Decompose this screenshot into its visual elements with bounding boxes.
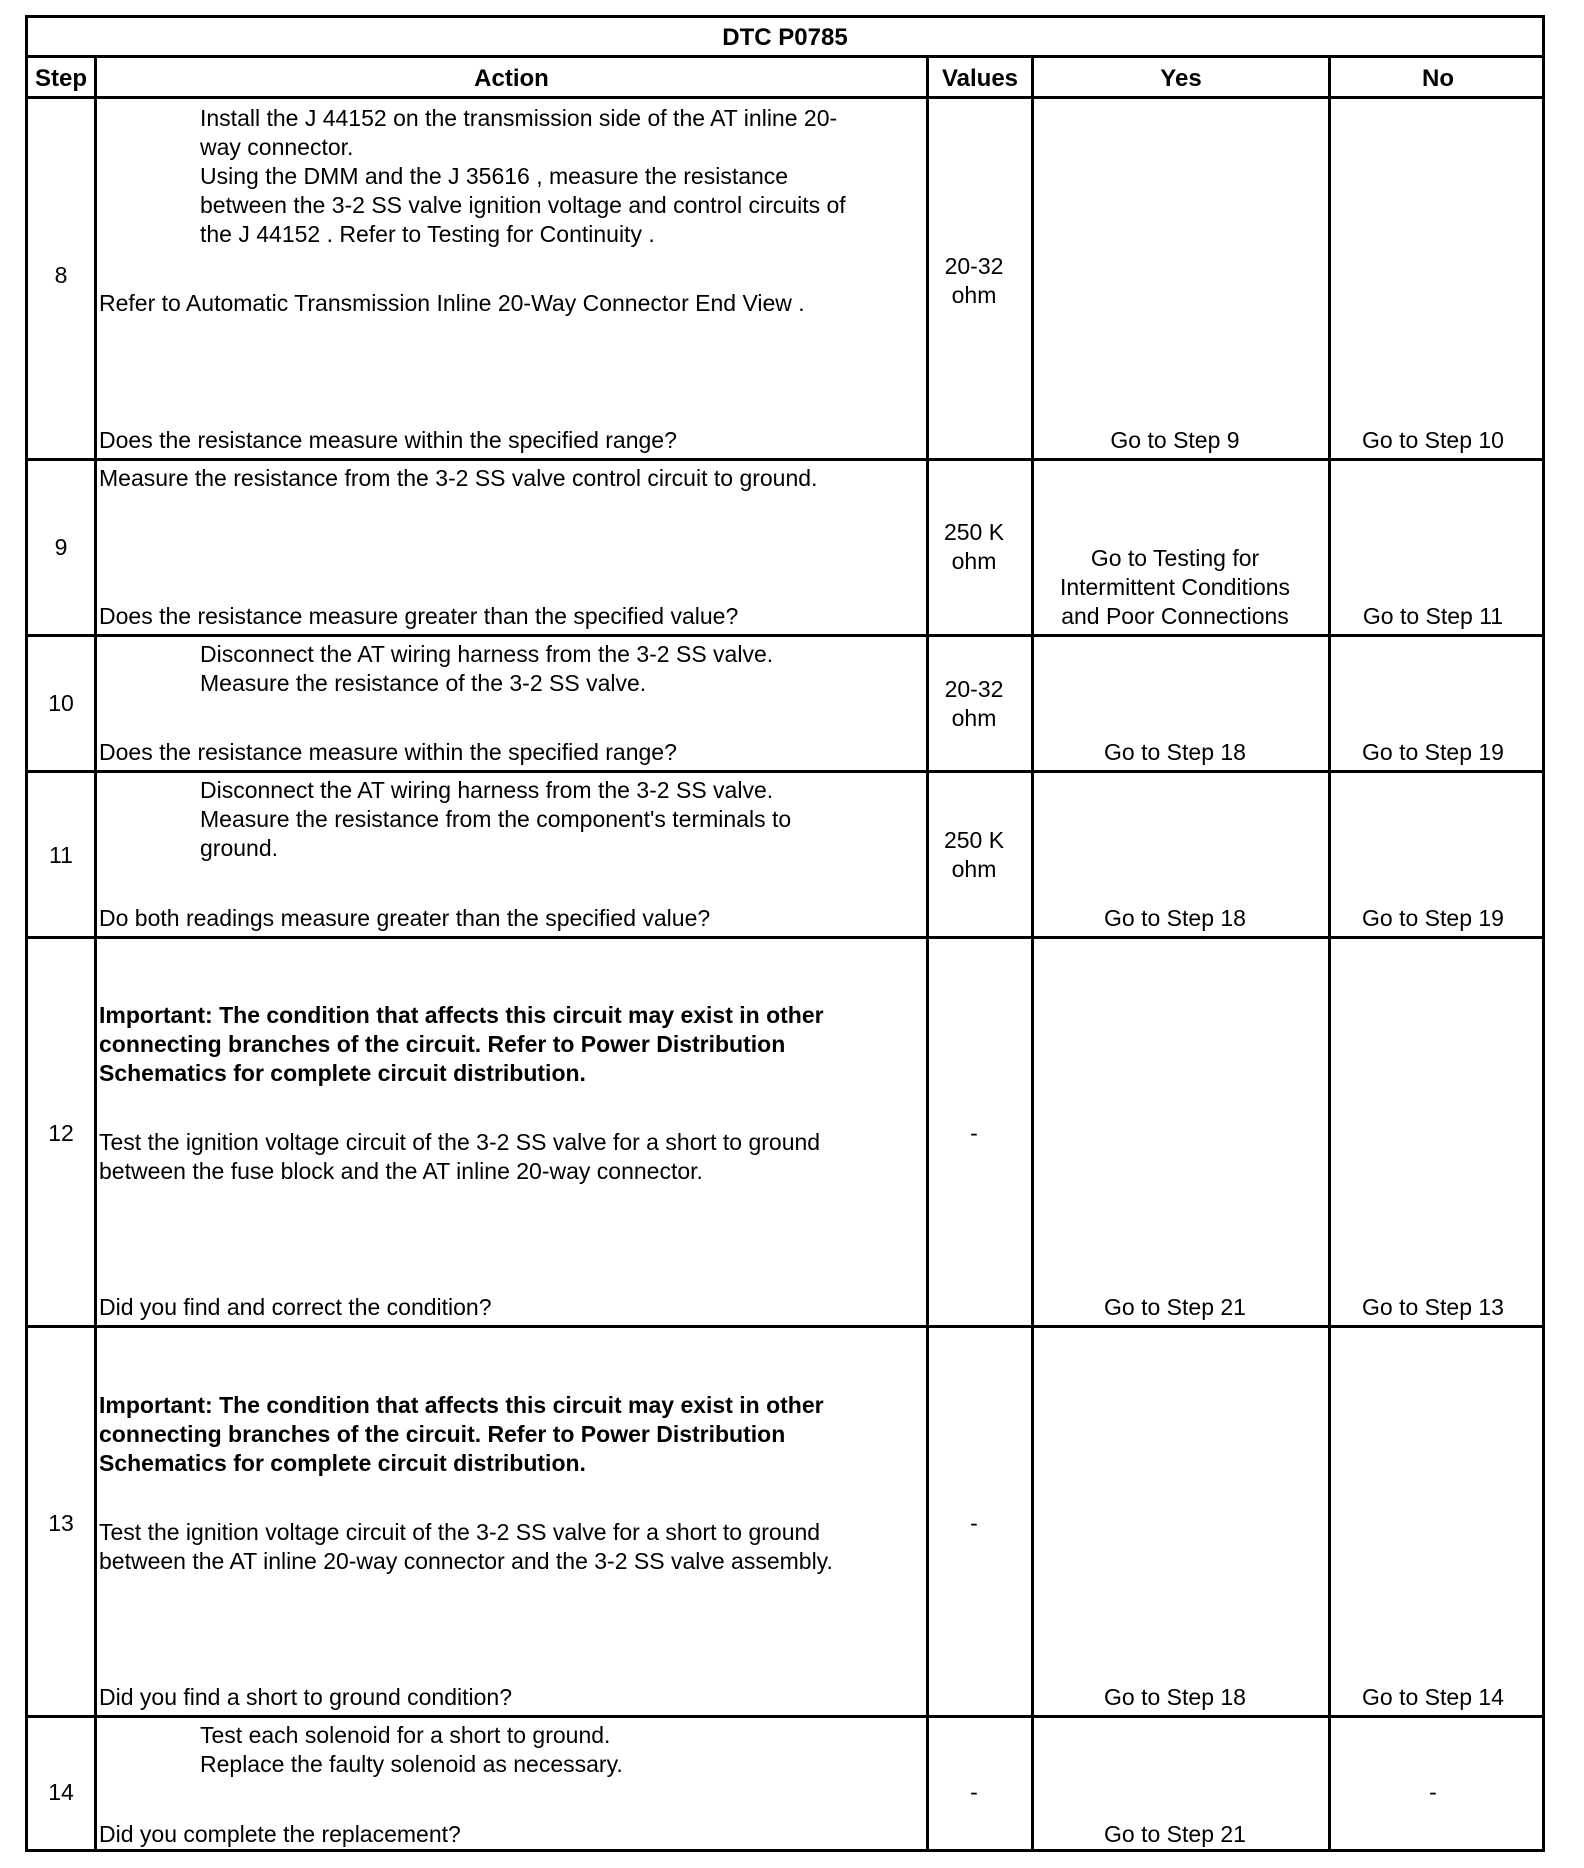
question: Did you find a short to ground condition? <box>99 1684 512 1710</box>
step-number: 8 <box>54 262 68 288</box>
action-line: Measure the resistance from the 3-2 SS valve control circuit to ground. <box>99 465 818 491</box>
value-unit: ohm <box>951 705 997 731</box>
table-title: DTC P0785 <box>722 24 848 51</box>
action-line: Test the ignition voltage circuit of the 3-2 SS valve for a short to ground <box>99 1129 821 1155</box>
no-action: Go to Step 19 <box>1362 905 1504 931</box>
col-rule-yes <box>1328 55 1331 1852</box>
action-line: Install the J 44152 on the transmission side of the AT inline 20- <box>200 105 838 131</box>
value: - <box>970 1510 978 1536</box>
value: 20-32 <box>944 253 1004 279</box>
yes-action: Go to Step 9 <box>1110 427 1240 453</box>
yes-action: Go to Step 18 <box>1104 739 1246 765</box>
no-action: - <box>1429 1779 1437 1805</box>
action-line: ground. <box>200 835 279 861</box>
no-action: Go to Step 19 <box>1362 739 1504 765</box>
yes-action: Go to Step 18 <box>1104 1684 1246 1710</box>
action-line: Measure the resistance from the component's terminals to <box>200 806 792 832</box>
yes-action: Go to Step 21 <box>1104 1294 1246 1320</box>
question: Does the resistance measure within the specified range? <box>99 427 677 453</box>
no-action: Go to Step 14 <box>1362 1684 1504 1710</box>
important-note: connecting branches of the circuit. Refer to Power Distribution <box>99 1421 786 1447</box>
action-line: Using the DMM and the J 35616 , measure the resistance <box>200 163 789 189</box>
action-line: Replace the faulty solenoid as necessary. <box>200 1751 623 1777</box>
value-unit: ohm <box>951 856 997 882</box>
value-unit: ohm <box>951 548 997 574</box>
important-note: Schematics for complete circuit distribution. <box>99 1450 586 1476</box>
rule-row-12 <box>28 1325 1542 1328</box>
value: 20-32 <box>944 676 1004 702</box>
header-values: Values <box>941 64 1019 92</box>
step-number: 9 <box>54 534 68 560</box>
diagnostic-table <box>25 15 1545 1852</box>
value: - <box>970 1779 978 1805</box>
action-line: Test each solenoid for a short to ground. <box>200 1722 611 1748</box>
no-action: Go to Step 10 <box>1362 427 1504 453</box>
value: 250 K <box>943 519 1005 545</box>
rule-row-10 <box>28 770 1542 773</box>
col-rule-action <box>926 55 929 1852</box>
rule-row-9 <box>28 634 1542 637</box>
header-step: Step <box>34 64 87 92</box>
value: - <box>970 1120 978 1146</box>
value-unit: ohm <box>951 282 997 308</box>
no-action: Go to Step 11 <box>1362 603 1504 629</box>
important-note: Important: The condition that affects this circuit may exist in other <box>99 1002 824 1028</box>
important-note: Important: The condition that affects this circuit may exist in other <box>99 1392 824 1418</box>
header-action: Action <box>474 64 549 92</box>
question: Did you complete the replacement? <box>99 1821 461 1847</box>
action-line: the J 44152 . Refer to Testing for Continuity . <box>200 221 655 247</box>
question: Does the resistance measure within the specified range? <box>99 739 677 765</box>
col-rule-values <box>1031 55 1034 1852</box>
action-line: Disconnect the AT wiring harness from the 3-2 SS valve. <box>200 777 774 803</box>
header-yes: Yes <box>1160 64 1202 92</box>
step-number: 12 <box>48 1120 74 1146</box>
yes-action: Go to Step 18 <box>1104 905 1246 931</box>
value: 250 K <box>943 827 1005 853</box>
question: Does the resistance measure greater than the specified value? <box>99 603 739 629</box>
col-rule-step <box>94 55 97 1852</box>
yes-action: Intermittent Conditions <box>1059 574 1291 600</box>
action-line: Test the ignition voltage circuit of the 3-2 SS valve for a short to ground <box>99 1519 821 1545</box>
yes-action: Go to Testing for <box>1090 545 1260 571</box>
action-line: way connector. <box>200 134 354 160</box>
rule-row-8 <box>28 458 1542 461</box>
action-line: between the AT inline 20-way connector and the 3-2 SS valve assembly. <box>99 1548 833 1574</box>
header-no: No <box>1422 64 1454 92</box>
question: Did you find and correct the condition? <box>99 1294 492 1320</box>
rule-row-11 <box>28 936 1542 939</box>
important-note: connecting branches of the circuit. Refer to Power Distribution <box>99 1031 786 1057</box>
action-line: Disconnect the AT wiring harness from the 3-2 SS valve. <box>200 641 774 667</box>
step-number: 13 <box>48 1510 74 1536</box>
yes-action: and Poor Connections <box>1061 603 1289 629</box>
action-line: between the fuse block and the AT inline 20-way connector. <box>99 1158 703 1184</box>
action-line: Measure the resistance of the 3-2 SS valve. <box>200 670 647 696</box>
yes-action: Go to Step 21 <box>1104 1821 1246 1847</box>
step-number: 10 <box>48 690 74 716</box>
no-action: Go to Step 13 <box>1362 1294 1504 1320</box>
reference-link: Refer to Automatic Transmission Inline 20-Way Connector End View . <box>99 290 805 316</box>
question: Do both readings measure greater than the specified value? <box>99 905 711 931</box>
step-number: 14 <box>48 1779 74 1805</box>
step-number: 11 <box>49 842 73 868</box>
important-note: Schematics for complete circuit distribution. <box>99 1060 586 1086</box>
action-line: between the 3-2 SS valve ignition voltage and control circuits of <box>200 192 846 218</box>
rule-row-13 <box>28 1715 1542 1718</box>
